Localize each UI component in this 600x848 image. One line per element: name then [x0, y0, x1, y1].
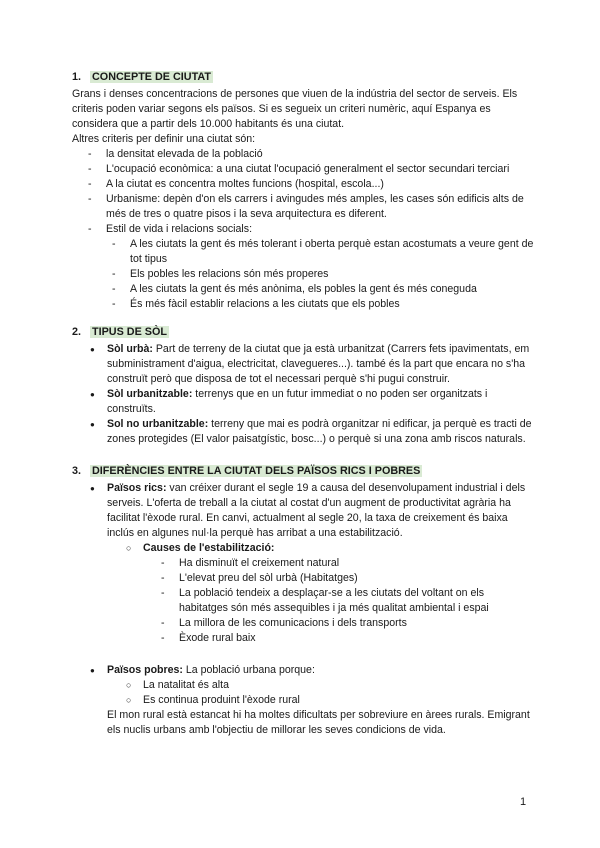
causes-sublist [143, 556, 534, 646]
lifestyle-label: Estil de vida i relacions socials: [106, 223, 253, 235]
soil-types-list [72, 342, 534, 447]
page-number: 1 [520, 796, 527, 808]
list-item: - La millora de les comunicacions i dels transports [179, 616, 534, 631]
lifestyle-list [106, 237, 534, 312]
list-item [107, 663, 534, 738]
section-2-heading [72, 325, 534, 340]
section-1-title: CONCEPTE DE CIUTAT [92, 71, 211, 83]
definition: van créixer durant el segle 19 a causa del desenvolupament industrial i dels serveis. L'oferta de treball a la ciutat al costat d'un augment de productivitat agrària ha facilitat l'èxode rural. En canvi, actualment al segle 20, la taxa de creixement és baixa inclús en algunes nul·la perquè has arribat a una estabilització. [107, 482, 526, 539]
document-page [72, 70, 534, 738]
section-1-heading [72, 70, 534, 85]
list-item: - L'elevat preu del sòl urbà (Habitatges) [179, 571, 534, 586]
definition: terreny que mai es podrà organitzar ni edificar, ja perquè es tracti de zones protegides (El valor paisatgístic, bosc...) o perquè si una zona amb riscos naturals. [107, 418, 532, 445]
term: Sòl urbanitzable: [107, 388, 193, 400]
list-item: - Els pobles les relacions són més properes [130, 267, 534, 282]
section-3-title: DIFERÈNCIES ENTRE LA CIUTAT DELS PAÏSOS RICS I POBRES [92, 465, 421, 477]
term: Països rics: [107, 482, 167, 494]
list-item: - L'ocupació econòmica: a una ciutat l'ocupació generalment el sector secundari terciari [106, 162, 534, 177]
poor-conclusion: El mon rural està estancat hi ha moltes dificultats per sobreviure en àrees rurals. Emigrant els nuclis urbans amb l'objectiu de millorar les seves condicions de vida. [107, 709, 530, 736]
list-item: - Ha disminuït el creixement natural [179, 556, 534, 571]
section-1-number: 1. [72, 71, 82, 83]
list-item [107, 417, 534, 447]
list-item [143, 541, 534, 646]
list-item [107, 481, 534, 646]
section-3-number: 3. [72, 465, 82, 477]
list-item [107, 387, 534, 417]
term: Sòl urbà: [107, 343, 153, 355]
list-item: - A les ciutats la gent és més tolerant i oberta perquè estan acostumats a veure gent de tot tipus [130, 237, 534, 267]
term: Països pobres: [107, 664, 183, 676]
list-item [107, 342, 534, 387]
term: Sol no urbanitzable: [107, 418, 209, 430]
definition: Part de terreny de la ciutat que ja està urbanitzat (Carrers fets ipavimentats, em subministrament d'aigua, electricitat, clavegueres...). també és la part que encara no s'ha construït però que disposa de tot el necessari perquè s'hi pugui construir. [107, 343, 530, 385]
definition: terrenys que en un futur immediat o no poden ser organitzats i construïts. [107, 388, 488, 415]
list-item: ○ La natalitat és alta [143, 678, 534, 693]
reasons-list [107, 678, 534, 708]
causes-list [107, 541, 534, 646]
section-1-intro: Grans i denses concentracions de persones que viuen de la indústria del sector de serveis. Els criteris poden variar segons els països. Si es segueix un criteri numèric, aquí Espanya es considera que a partir dels 10.000 habitants és una ciutat. [72, 88, 518, 130]
definition: La població urbana porque: [182, 664, 315, 676]
criteria-list [72, 147, 534, 312]
list-item: - la densitat elevada de la població [106, 147, 534, 162]
causes-title: Causes de l'estabilització: [143, 542, 275, 554]
section-2-title: TIPUS DE SÒL [92, 326, 167, 338]
list-item: - La població tendeix a desplaçar-se a les ciutats del voltant on els habitatges són més assequibles i ja més qualitat ambiental i espai [179, 586, 534, 616]
list-item: - A les ciutats la gent és més anònima, els pobles la gent és més coneguda [130, 282, 534, 297]
section-2-number: 2. [72, 326, 82, 338]
section-3-heading [72, 464, 534, 479]
list-item: - Èxode rural baix [179, 631, 534, 646]
list-item: - A la ciutat es concentra moltes funcions (hospital, escola...) [106, 177, 534, 192]
list-item [106, 222, 534, 312]
list-item: ○ Es continua produint l'èxode rural [143, 693, 534, 708]
rich-poor-list [72, 481, 534, 646]
list-item: - Urbanisme: depèn d'on els carrers i avingudes més amples, les cases són edificis alts de més de tres o quatre pisos i la seva arquitectura es diferent. [106, 192, 534, 222]
poor-list [72, 663, 534, 738]
criteria-intro: Altres criteris per definir una ciutat són: [72, 133, 256, 145]
list-item: - És més fàcil establir relacions a les ciutats que els pobles [130, 297, 534, 312]
